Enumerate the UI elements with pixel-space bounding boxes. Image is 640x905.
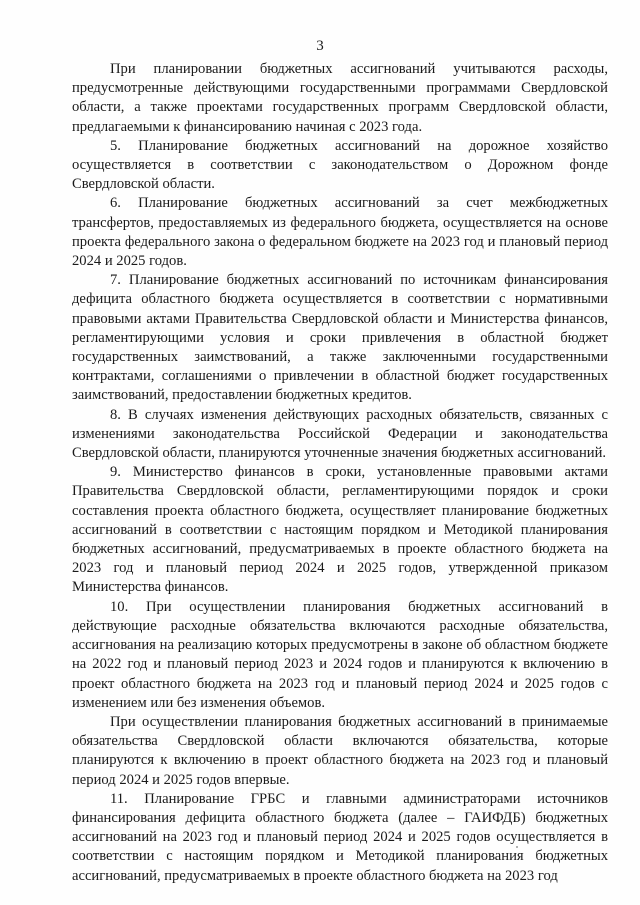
paragraph-intro: При планировании бюджетных ассигнований учитываются расходы, предусмотренные действующими государственными программами Свердловской области, а также проектами государственных программ Свердловской области, предлагаемыми к финансированию начиная с 2023 года.: [72, 61, 608, 135]
paragraph-8: 8. В случаях изменения действующих расходных обязательств, связанных с изменениями законодательства Российской Федерации и законодательства Свердловской области, планируются уточненные значения бюджетных ассигнований.: [72, 406, 608, 462]
paragraph-7: 7. Планирование бюджетных ассигнований по источникам финансирования дефицита областного бюджета осуществляется в соответствии с нормативными правовыми актами Правительства Свердловской области и Министерства финансов, регламентирующими условия и сроки привлечения в областной бюджет государственных заимствований, а также заключенными государственными контрактами, соглашениями о привлечении в областной бюджет государственных заимствований, предоставлении бюджетных кредитов.: [72, 272, 608, 404]
page-number: 3: [316, 38, 324, 54]
document-body: [72, 60, 608, 886]
paragraph-6: 6. Планирование бюджетных ассигнований за счет межбюджетных трансфертов, предоставляемых из федерального бюджета, осуществляется на основе проекта федерального закона о федеральном бюджете на 2023 год и плановый период 2024 и 2025 годов.: [72, 195, 608, 270]
paragraph-5: 5. Планирование бюджетных ассигнований на дорожное хозяйство осуществляется в соответствии с законодательством о Дорожном фонде Свердловской области.: [72, 137, 608, 193]
paragraph-11: 11. Планирование ГРБС и главными администраторами источников финансирования дефицита областного бюджета (далее – ГАИФДБ) бюджетных ассигнований на 2023 год и плановый период 2024 и 2025 годов осуществляется в соответствии с настоящим порядком и Методикой планирования бюджетных ассигнований, предусматриваемых в проекте областного бюджета на 2023 год: [72, 790, 608, 884]
paragraph-10: 10. При осуществлении планирования бюджетных ассигнований в действующие расходные обязательства включаются расходные обязательства, ассигнования на реализацию которых предусмотрены в законе об областном бюджете на 2022 год и плановый период 2023 и 2024 годов и планируются к включению в проект областного бюджета на 2023 год и плановый период 2024 и 2025 годов с изменением или без изменения объемов.: [72, 598, 608, 711]
paragraph-9: 9. Министерство финансов в сроки, установленные правовыми актами Правительства Свердловской области, регламентирующими порядок и сроки составления проекта областного бюджета, осуществляет планирование бюджетных ассигнований в соответствии с настоящим порядком и Методикой планирования бюджетных ассигнований, предусматриваемых в проекте областного бюджета на 2023 год и плановый период 2024 и 2025 годов, утвержденной приказом Министерства финансов.: [72, 464, 608, 596]
paragraph-10-continued: При осуществлении планирования бюджетных ассигнований в принимаемые обязательства Свердловской области включаются обязательства, которые планируются к включению в проект областного бюджета на 2023 год и плановый период 2024 и 2025 годов впервые.: [72, 713, 608, 788]
scan-speck: [516, 846, 518, 848]
